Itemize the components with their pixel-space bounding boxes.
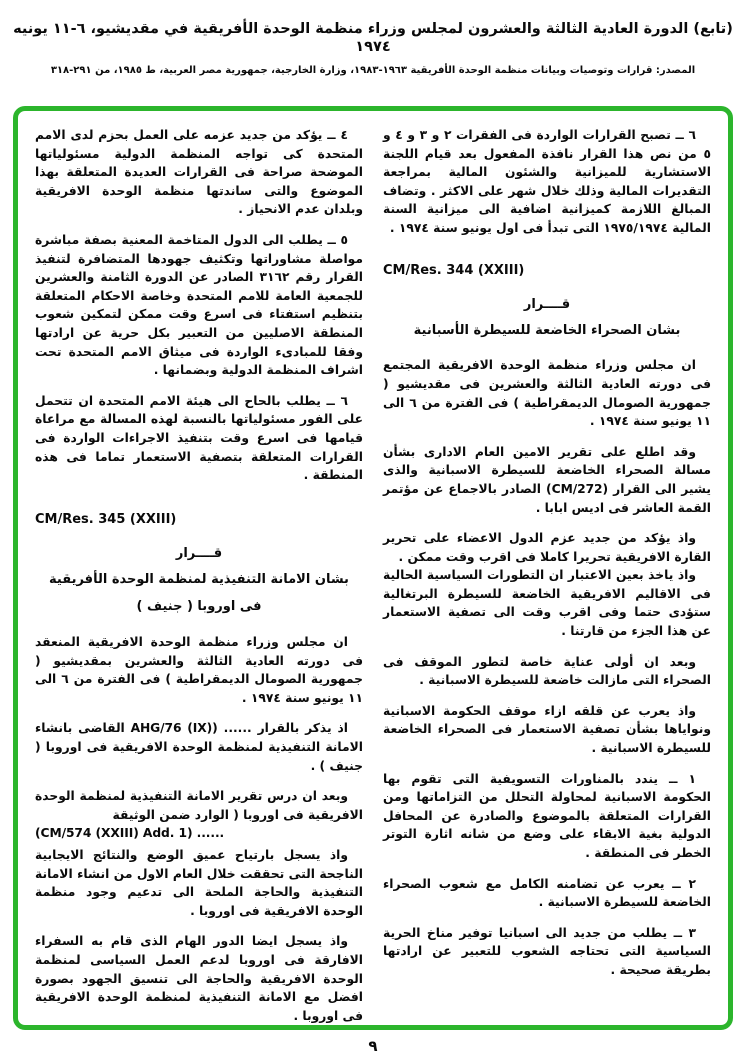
two-column-layout [35,126,712,1023]
column-right [383,126,711,1017]
resolution-clause-4: ٤ ــ يؤكد من جديد عزمه على العمل بحزم لدى الامم المتحدة كى تواجه المنظمة الدولية مسئولياتها الموضحة صراحة فى القرارات العديدة المتعلقة بهذا الموضوع والتى ساندتها منظمة الوحدة الافريقية وبلدان عدم الانحياز . [35,128,363,217]
resolution-heading-subject: بشان الصحراء الخاضعة للسيطرة الأسبانية [413,322,681,338]
resolution-heading-location: فى اوروبا ( جنيف ) [136,599,262,615]
resolution-paragraph: وبعد ان أولى عناية خاصة لتطور الموقف فى الصحراء التى مازالت خاضعة للسيطرة الاسبانية . [383,654,711,688]
resolution-paragraph: واذ يؤكد من جديد عزم الدول الاعضاء على تحرير القارة الافريقية تحريرا كاملا فى اقرب وقت ممكن . [383,531,711,564]
document-title: (تابع) الدورة العادية الثالثة والعشرون لمجلس وزراء منظمة الوحدة الأفريقية في مقديشيو، ٦-١١ يونيه ١٩٧٤ [13,21,733,56]
resolution-paragraph: ٦ ــ تصبح القرارات الواردة فى الفقرات ٢ و ٣ و ٤ و ٥ من نص هذا القرار نافذة المفعول بعد قيام اللجنة الاستشارية للميزانية والشئون المالية بمراجعة التقديرات المالية وذلك خلال شهر على الاكثر . وتضاف المبالغ اللازمة كميزانية اضافية الى ميزانية السنة المالية ١٩٧٥/١٩٧٤ التى تبدأ فى اول يونيو سنة ١٩٧٤ . [383,128,711,235]
resolution-clause-5: ٥ ــ يطلب الى الدول المتاخمة المعنية بصفة مباشرة مواصلة مشاوراتها وتكثيف جهودها المتضافرة لتنفيذ القرار رقم ٣١٦٢ الصادر عن الدورة الثامنة والعشرين للجمعية العامة للامم المتحدة وخاصة الاحكام المتعلقة بتنظيم استفتاء فى اسرع وقت ممكن لتمكين شعوب المنطقة الاصليين من التعبير بكل حرية عن ارادتها وفقا للمبادىء الواردة فى ميثاق الامم المتحدة تحت اشراف المنظمة الدولية وبضمانها . [35,232,363,378]
page-number: ٩ [368,1037,378,1055]
resolution-heading-word: قــــرار [175,546,223,562]
resolution-heading-subject: بشان الامانة التنفيذية لمنظمة الوحدة الأفريقية [49,571,349,587]
resolution-paragraph: وقد اطلع على تقرير الامين العام الادارى بشأن مسالة الصحراء الخاضعة للسيطرة الاسبانية والذى يشير الى القرار (CM/272) الصادر بالاجماع عن مؤتمر القمة العاشر فى اديس ابابا . [383,444,711,515]
resolution-paragraph: واذ يسجل ايضا الدور الهام الذى قام به السفراء الافارقة فى اوروبا لدعم العمل السياسى لمنظمة الوحدة الافريقية والحاجة الى تنسيق الجهود بصورة افضل مع الامانة التنفيذية لمنظمة الوحدة الافريقية فى اوروبا . [35,934,363,1023]
resolution-clause-2: ٢ ــ يعرب عن تضامنه الكامل مع شعوب الصحراء الخاضعة للسيطرة الاسبانية . [383,876,711,910]
resolution-clause-3: ٣ ــ يطلب من جديد الى اسبانيا توفير مناخ الحرية السياسية التى تحتاجه الشعوب للتعبير عن ارادتها بطريقة صحيحة . [383,925,711,977]
page-header [0,0,746,94]
column-left [35,126,364,1023]
resolution-paragraph: واذ يعرب عن قلقه ازاء موقف الحكومة الاسبانية ونواياها بشأن تصفية الاستعمار فى الصحراء الخاضعة للسيطرة الاسبانية . [383,703,711,756]
resolution-code-cm-res-344: CM/Res. 344 (XXIII) [383,262,525,278]
resolution-clause-1: ١ ــ يندد بالمناورات التسويفية التى تقوم بها الحكومة الاسبانية لمحاولة التحلل من التزاماتها ومن القرارات المتعلقة بالموضوع والصادرة عن المحافل الدولية بغية الابقاء على وضع من شانه اثارة التوتر الخطر فى المنطقة . [383,771,711,860]
resolution-paragraph: ان مجلس وزراء منظمة الوحدة الافريقية المنعقد فى دورته العادية الثالثة والعشرين بمقديشيو ( جمهورية الصومال الديمقراطية ) فى الفترة من ٦ الى ١١ يونيو سنة ١٩٧٤ . [35,635,364,705]
resolution-clause-6: ٦ ــ يطلب بالحاح الى هيئة الامم المتحدة ان تتحمل على الفور مسئولياتها بالنسبة لهذه المسالة مع مراعاة قيامها فى اسرع وقت بتنفيذ الاجراءات الواردة فى القرارات المتعلقة بتصفية الاستعمار تماما فى هذه المنطقة . [35,393,363,483]
document-reference-cm-574: (CM/574 (XXIII) Add. 1) ...... [35,826,225,841]
resolution-paragraph: وبعد ان درس تقرير الامانة التنفيذية لمنظمة الوحدة الافريقية فى اوروبا ( الوارد ضمن الوثيقة [35,789,363,822]
document-source-line: المصدر: قرارات وتوصيات وبيانات منظمة الوحدة الأفريقية ١٩٦٣-١٩٨٣، وزارة الخارجية، جمهورية مصر العربية، ط ١٩٨٥، من ٢٩١-٣١٨ [50,65,696,77]
green-content-frame [13,106,733,1030]
resolution-paragraph: ان مجلس وزراء منظمة الوحدة الافريقية المجتمع فى دورته العادية الثالثة والعشرين فى مقديشيو ( جمهورية الصومال الديمقراطية ) فى الفترة من ٦ الى ١١ يونيو سنة ١٩٧٤ . [383,358,712,429]
resolution-paragraph: واذ يسجل بارتياح عميق الوضع والنتائج الايجابية الناجحة التى تحققت خلال العام الاول من انشاء الامانة التنفيذية والحاجة الملحة الى تدعيم وجود منظمة الوحدة الافريقية فى اوروبا . [35,848,363,918]
resolution-heading-word: قــــرار [523,297,571,313]
resolution-code-cm-res-345: CM/Res. 345 (XXIII) [35,511,177,527]
resolution-paragraph: اذ يذكر بالقرار ...... (AHG/76 (IX) القاضى بانشاء الامانة التنفيذية لمنظمة الوحدة الافريقية فى اوروبا ( جنيف ) . [35,721,363,773]
resolution-paragraph: واذ ياخذ بعين الاعتبار ان التطورات السياسية الحالية فى الاقاليم الافريقية الخاضعة للسيطرة البرتغالية ستؤدى حتما وفى اقرب وقت الى تصفية الاستعمار عن هذا الجزء من قارتنا . [383,568,711,639]
